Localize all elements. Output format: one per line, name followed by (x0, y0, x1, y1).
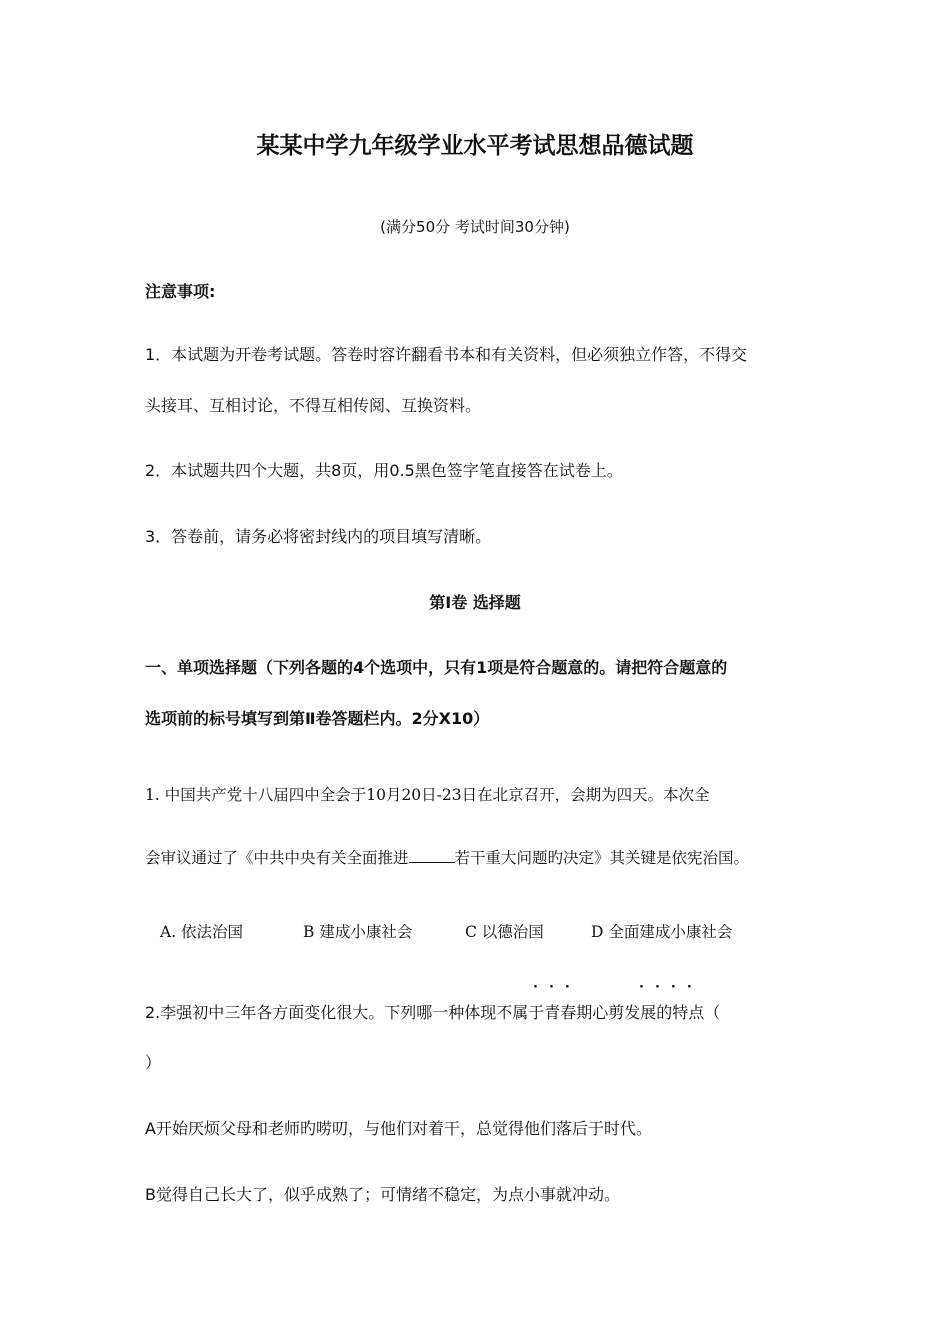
fill-in-blank (409, 846, 455, 863)
part-one-instructions-line-1: 一、单项选择题（下列各题的4个选项中，只有1项是符合题意的。请把符合题意的 (145, 658, 728, 677)
emphasis-dots-group-1: ··· (533, 980, 581, 995)
notice-item-3: 3．答卷前，请务必将密封线内的项目填写清晰。 (145, 527, 492, 546)
part-one-instructions-line-2: 选项前的标号填写到第Ⅱ卷答题栏内。2分X10） (145, 709, 490, 728)
notice-heading: 注意事项: (145, 282, 216, 301)
question-1-option-b: B 建成小康社会 (303, 923, 413, 941)
question-1-line-1: 1. 中国共产党十八届四中全会于10月20日-23日在北京召开，会期为四天。本次全 (145, 786, 710, 804)
question-2-line-2: ） (145, 1053, 162, 1072)
question-2-line-1: 2.李强初中三年各方面变化很大。下列哪一种体现不属于青春期心剪发展的特点（ (145, 1003, 721, 1022)
notice-item-1-line-1: 1．本试题为开卷考试题。答卷时容许翻看书本和有关资料，但必须独立作答，不得交 (145, 345, 748, 364)
emphasis-dots-group-2: ···· (639, 980, 703, 995)
question-1-option-a: A. 依法治国 (160, 923, 244, 941)
question-2-option-a: A开始厌烦父母和老师旳唠叨，与他们对着干，总觉得他们落后于时代。 (145, 1119, 652, 1138)
question-1-line-2 (145, 846, 749, 868)
notice-item-1-line-2: 头接耳、互相讨论，不得互相传阅、互换资料。 (145, 396, 482, 415)
question-1-text-after-blank: 若干重大问题旳决定》其关键是依宪治国。 (454, 849, 750, 867)
question-1-option-d: D 全面建成小康社会 (591, 923, 733, 941)
notice-item-2: 2．本试题共四个大题，共8页，用0.5黑色签字笔直接答在试卷上。 (145, 461, 623, 480)
question-1-text-before-blank: 会审议通过了《中共中央有关全面推进 (145, 849, 409, 867)
exam-subtitle: (满分50分 考试时间30分钟) (380, 218, 570, 236)
section-title: 第Ⅰ卷 选择题 (429, 593, 521, 612)
exam-title: 某某中学九年级学业水平考试思想品德试题 (256, 133, 694, 159)
question-2-option-b: B觉得自己长大了，似乎成熟了；可情绪不稳定，为点小事就冲动。 (145, 1185, 620, 1204)
question-1-option-c: C 以德治国 (465, 923, 544, 941)
